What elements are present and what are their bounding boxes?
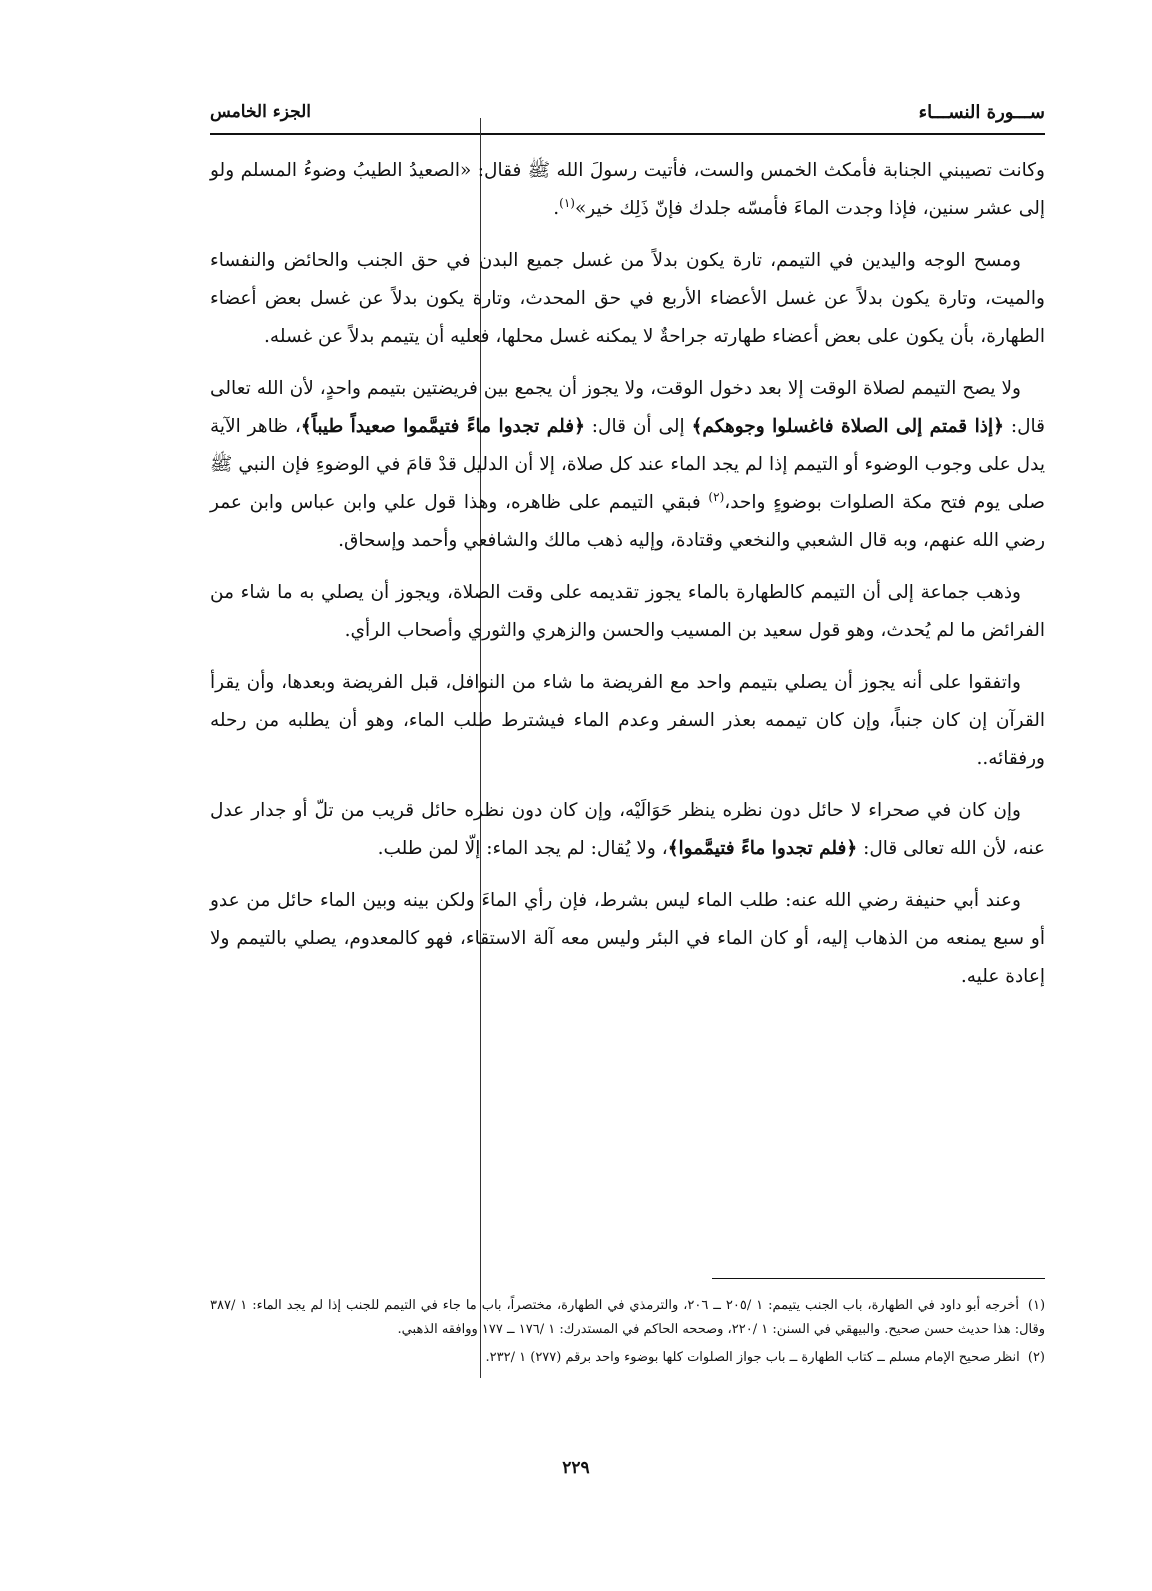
quran-verse: ﴿إذا قمتم إلى الصلاة فاغسلوا وجوهكم﴾ (691, 416, 1004, 437)
page-header (210, 96, 1045, 136)
footnote-ref: (١) (559, 195, 575, 210)
page-number: ٢٢٩ (562, 1458, 590, 1478)
juz-label: الجزء الخامس (210, 102, 312, 122)
text-run: ، ولا يُقال: لم يجد الماء: إلّا لمن طلب. (377, 838, 668, 859)
text-run: وعند أبي حنيفة رضي الله عنه: طلب الماء ليس بشرط، فإن رأي الماءَ ولكن بينه وبين الماء حائل من عدو أو سبع يمنعه من الذهاب إليه، أو كان الماء في البئر وليس معه آلة الاستقاء، فهو كالمعدوم، يصلي بالتيمم ولا إعادة عليه. (210, 890, 1045, 987)
text-run: فبقي التيمم على ظاهره، وهذا قول علي وابن عباس وابن عمر رضي الله عنهم، وبه قال الشعبي والنخعي وقتادة، وإليه ذهب مالك والشافعي وأحمد وإسحاق. (210, 492, 1045, 551)
text-run: وكانت تصيبني الجنابة فأمكث الخمس والست، فأتيت رسولَ الله ﷺ فقال: «الصعيدُ الطيبُ وضوءُ المسلم ولو إلى عشر سنين، فإذا وجدت الماءَ فأمسّه جلدك فإنّ ذَلِك خير» (210, 160, 1045, 219)
text-run: وإن كان في صحراء لا حائل دون نظره ينظر حَوَالَيْه، وإن كان دون نظره حائل قريب من تلّ أو جدار عدل عنه، لأن الله تعالى قال: (210, 800, 1045, 859)
paragraph (210, 152, 1045, 228)
surah-title: ســـورة النســـاء (918, 102, 1045, 123)
text-run: ومسح الوجه واليدين في التيمم، تارة يكون بدلاً من غسل جميع البدن في حق الجنب والحائض والنفساء والميت، وتارة يكون بدلاً عن غسل الأعضاء الأربع في حق المحدث، وتارة يكون بدلاً عن غسل بعض أعضاء الطهارة، بأن يكون على بعض أعضاء طهارته جراحةٌ لا يمكنه غسل محلها، فعليه أن يتيمم بدلاً عن غسله. (210, 250, 1045, 347)
footnote-separator (712, 1278, 1045, 1279)
text-run: وذهب جماعة إلى أن التيمم كالطهارة بالماء يجوز تقديمه على وقت الصلاة، ويجوز أن يصلي به ما شاء من الفرائض ما لم يُحدث، وهو قول سعيد بن المسيب والحسن والزهري والثوري وأصحاب الرأي. (210, 582, 1045, 641)
paragraph (210, 574, 1045, 650)
paragraph (210, 242, 1045, 356)
quran-verse: ﴿فلم تجدوا ماءً فتيمَّموا صعيداً طيباً﴾ (300, 416, 585, 437)
footnote-text: أخرجه أبو داود في الطهارة، باب الجنب يتيمم: ١ /٢٠٥ ــ ٢٠٦، والترمذي في الطهارة، مختصراً، باب ما جاء في التيمم للجنب إذا لم يجد الماء: ١ /٣٨٧ وقال: هذا حديث حسن صحيح. والبيهقي في السنن: ١ /٢٢٠، وصححه الحاكم في المستدرك: ١ /١٧٦ ــ ١٧٧ ووافقه الذهبي. (210, 1298, 1045, 1337)
footnote-number: (٢) (1027, 1350, 1045, 1365)
quran-verse: ﴿فلم تجدوا ماءً فتيمَّموا﴾ (667, 838, 858, 859)
text-run: إلى أن قال: (584, 416, 692, 437)
paragraph (210, 370, 1045, 560)
footnote (210, 1294, 1045, 1342)
text-run: ولا يصح التيمم لصلاة الوقت إلا بعد دخول الوقت، ولا يجوز أن يجمع بين فريضتين بتيمم واحدٍ، لأن الله تعالى قال: (210, 378, 1045, 437)
header-rule (210, 133, 1045, 135)
footnote-ref: (٢) (708, 489, 725, 504)
paragraph (210, 882, 1045, 996)
paragraph (210, 792, 1045, 868)
footnotes (210, 1294, 1045, 1374)
paragraph (210, 664, 1045, 778)
text-run: واتفقوا على أنه يجوز أن يصلي بتيمم واحد مع الفريضة ما شاء من النوافل، قبل الفريضة وبعدها، وأن يقرأ القرآن إن كان جنباً، وإن كان تيممه بعذر السفر وعدم الماء فيشترط طلب الماء، وهو أن يطلبه من رحله ورفقائه.. (210, 672, 1045, 769)
footnote-text: انظر صحيح الإمام مسلم ــ كتاب الطهارة ــ باب جواز الصلوات كلها بوضوء واحد برقم (٢٧٧) ١ /٢٣٢. (485, 1350, 1024, 1365)
text-run: . (553, 198, 560, 219)
text-run: ، ظاهر الآية يدل على وجوب الوضوء أو التيمم إذا لم يجد الماء عند كل صلاة، إلا أن الدليل قدْ قامَ في الوضوءِ فإن النبي ﷺ صلى يوم فتح مكة الصلوات بوضوءٍ واحد، (210, 416, 1045, 513)
footnote (210, 1346, 1045, 1370)
body-text (210, 152, 1045, 1010)
footnote-number: (١) (1027, 1298, 1046, 1313)
